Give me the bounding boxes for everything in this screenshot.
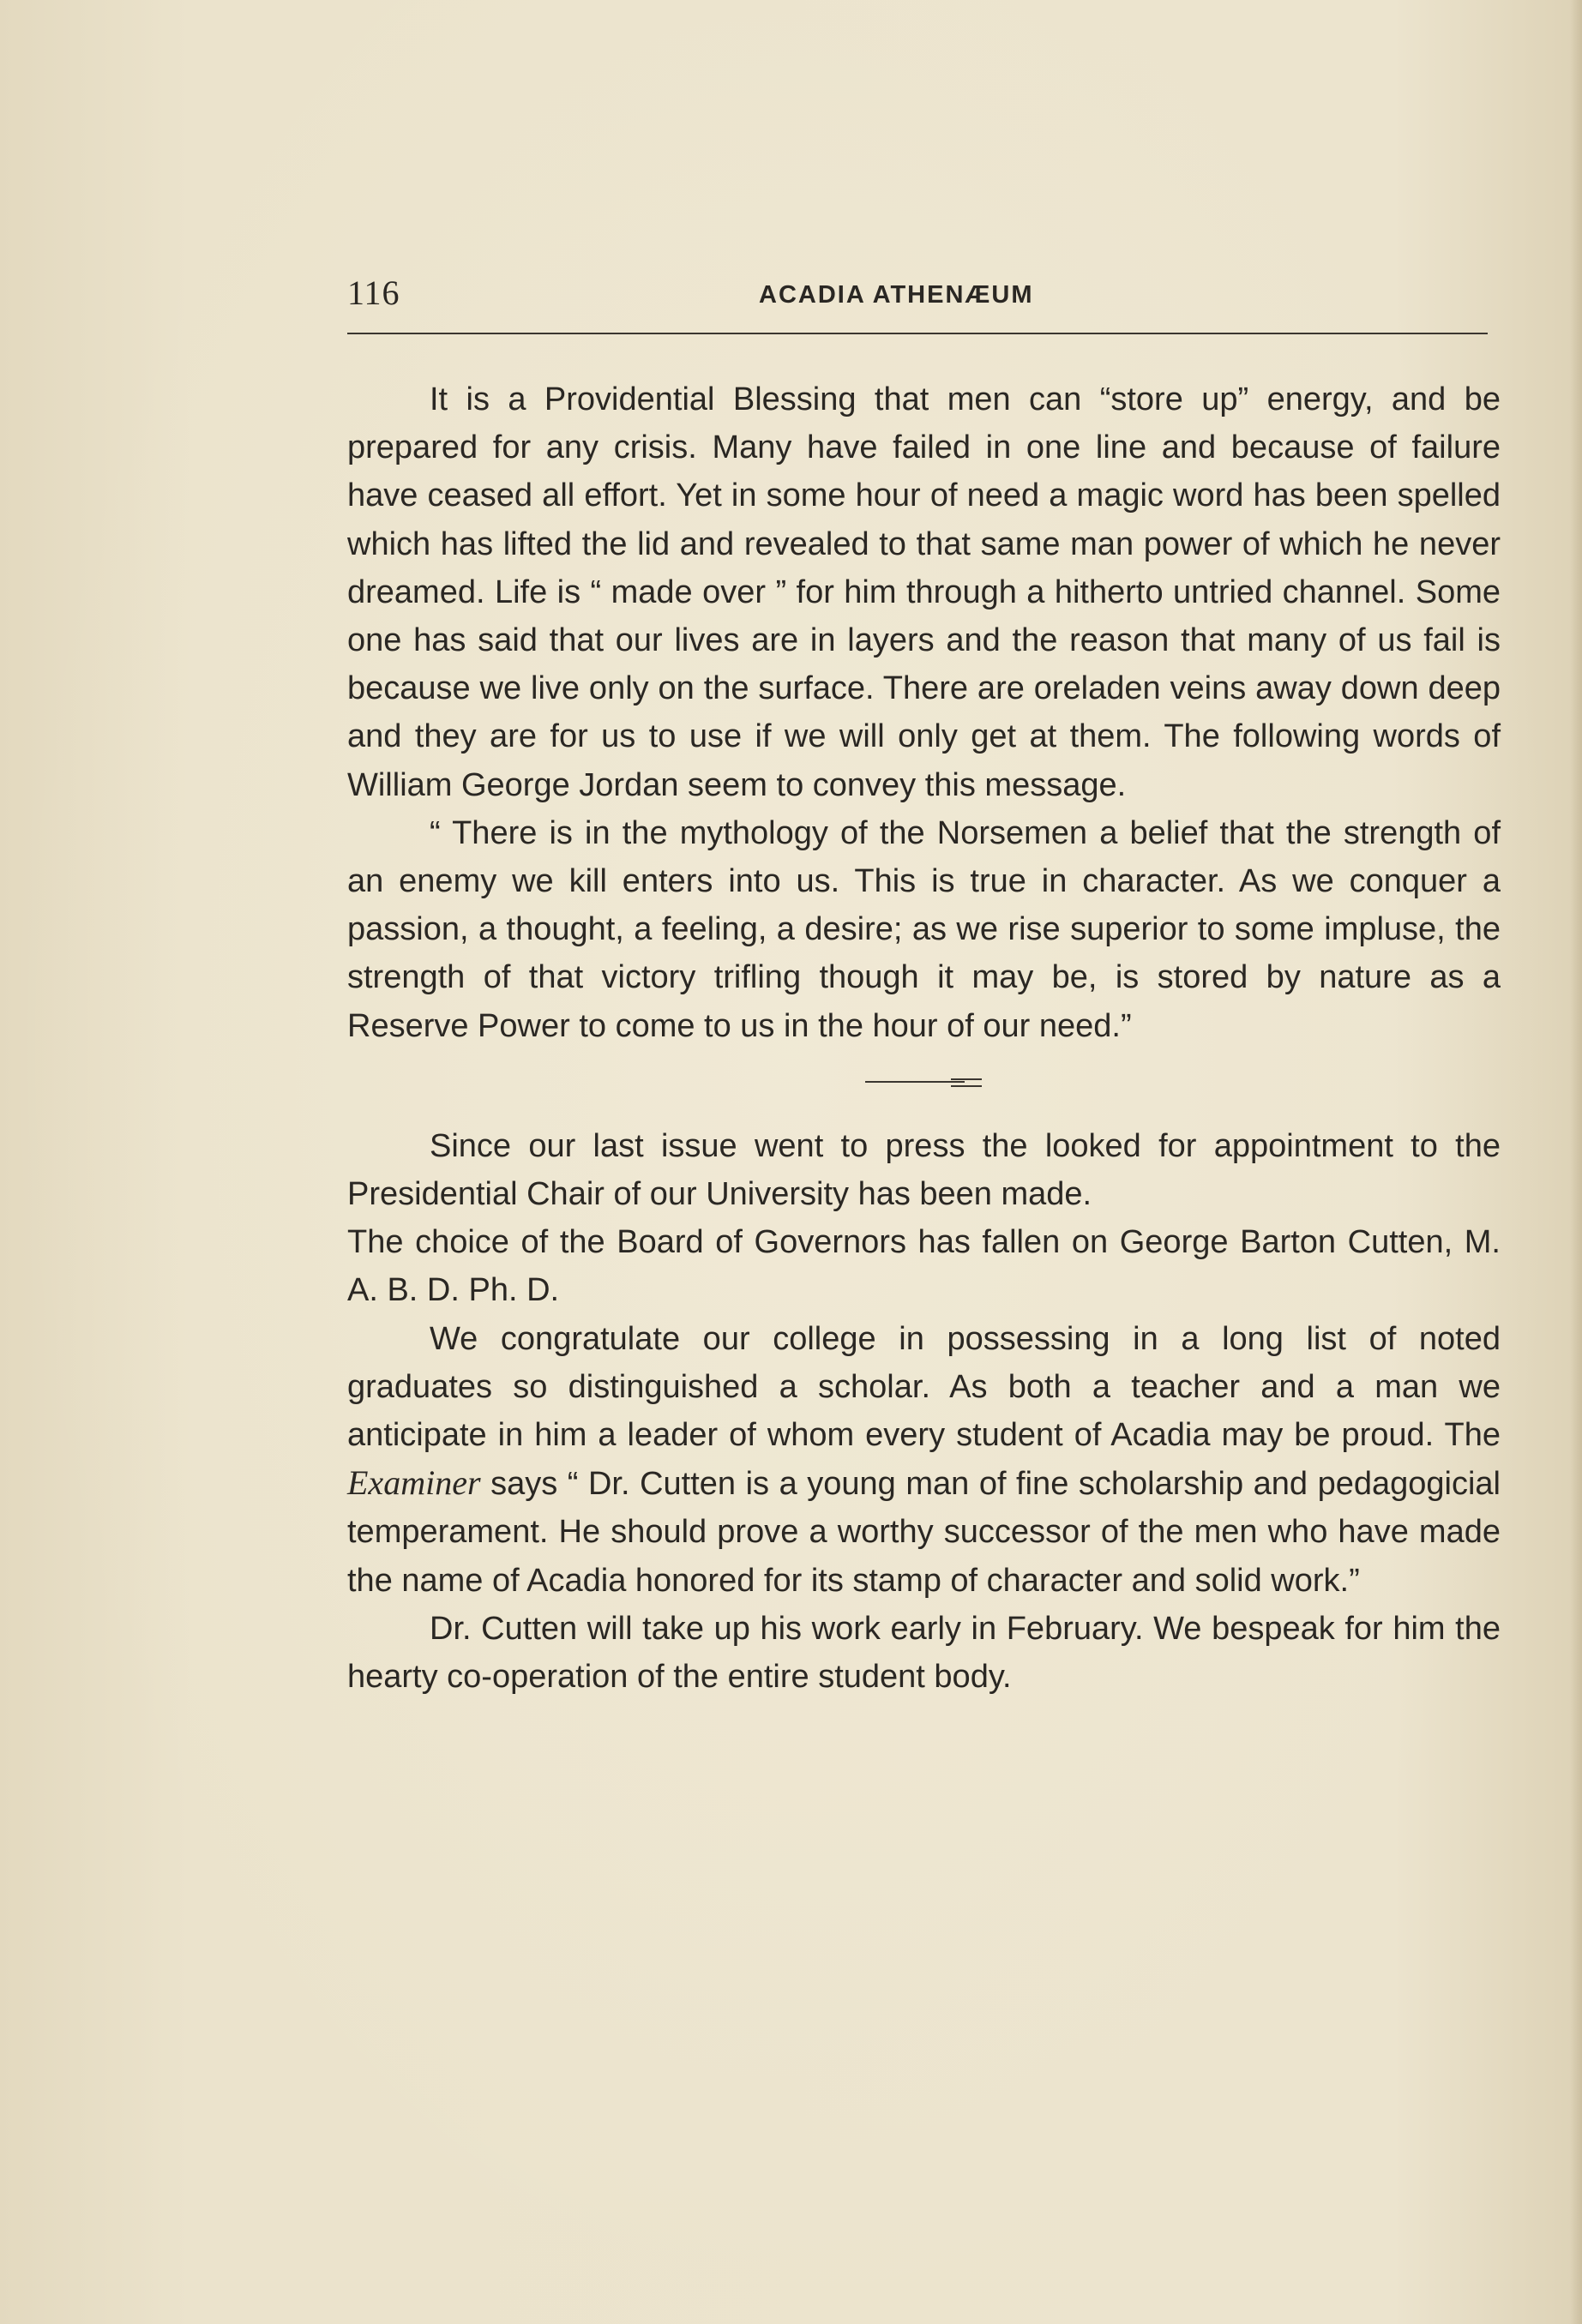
- section-separator: [865, 1078, 985, 1086]
- announcement-text-after: says “ Dr. Cutten is a young man of fine scholarship and pedagogicial temperament. He should prove a worthy successor of the men who have made the name of Acadia honored for its stamp of character and solid work.”: [347, 1466, 1501, 1599]
- examiner-title: Examiner: [347, 1463, 481, 1503]
- header-rule: [347, 333, 1488, 334]
- separator-line: [865, 1081, 965, 1083]
- announcement-paragraph-1: Since our last issue went to press the looked for appointment to the Presidential Chair of our University has been made.: [347, 1127, 1501, 1213]
- running-title: ACADIA ATHENÆUM: [759, 281, 1034, 309]
- page-edge-shadow: [1570, 0, 1582, 2324]
- page-body: [347, 375, 1501, 1701]
- page-header: [347, 273, 1488, 324]
- page-number: 116: [347, 273, 400, 312]
- announcement-text-before: We congratulate our college in possessing in a long list of noted graduates so distinguished a scholar. As both a teacher and a man we anticipate in him a leader of whom every student of Acadia may be proud. The: [347, 1320, 1501, 1454]
- announcement-paragraph-2: The choice of the Board of Governors has fallen on George Barton Cutten, M. A. B. D. Ph. D.: [347, 1224, 1501, 1309]
- quote-paragraph: “ There is in the mythology of the Norsemen a belief that the strength of an enemy we kill enters into us. This is true in character. As we conquer a passion, a thought, a feeling, a desire; as we rise superior to some impluse, the strength of that victory trifling though it may be, is stored by nature as a Reserve Power to come to us in the hour of our need.”: [347, 814, 1501, 1044]
- announcement-paragraph-3: [347, 1315, 1501, 1605]
- announcement-paragraph-4: Dr. Cutten will take up his work early in February. We bespeak for him the hearty co-operation of the entire student body.: [347, 1610, 1501, 1696]
- article-paragraph-1: It is a Providential Blessing that men can “store up” energy, and be prepared for any crisis. Many have failed in one line and because of failure have ceased all effort. Yet in some hour of need a magic word has been spelled which has lifted the lid and revealed to that same man power of which he never dreamed. Life is “ made over ” for him through a hitherto untried channel. Some one has said that our lives are in layers and the reason that many of us fail is because we live only on the surface. There are oreladen veins away down deep and they are for us to use if we will only get at them. The following words of William George Jordan seem to convey this message.: [347, 381, 1501, 803]
- separator-ornament: [951, 1078, 982, 1087]
